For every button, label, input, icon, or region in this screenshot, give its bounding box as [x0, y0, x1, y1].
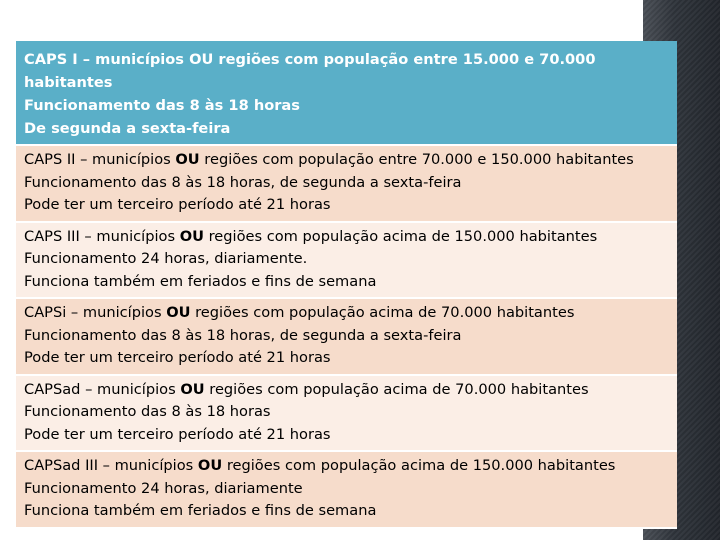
row-line: Funcionamento das 8 às 18 horas	[24, 403, 271, 420]
row-line: Pode ter um terceiro período até 21 horas	[24, 349, 331, 366]
table-row-capsad-iii	[16, 452, 677, 529]
row-line: Funcionamento 24 horas, diariamente	[24, 479, 303, 497]
table-row-caps-ii	[16, 146, 677, 223]
row-line: Funcionamento das 8 às 18 horas	[24, 97, 300, 114]
row-line: Funcionamento das 8 às 18 horas, de segunda a sexta-feira	[24, 326, 462, 344]
table-row-capsi	[16, 299, 677, 376]
table-row-caps-iii	[16, 223, 677, 300]
row-line: Funciona também em feriados e fins de semana	[24, 272, 377, 290]
row-line: Pode ter um terceiro período até 21 horas	[24, 425, 331, 443]
row-title: CAPSad III – municípios OU regiões com população acima de 150.000 habitantes	[24, 457, 616, 474]
caps-table	[16, 41, 677, 529]
row-line: De segunda a sexta-feira	[24, 120, 231, 137]
row-line: Funciona também em feriados e fins de semana	[24, 502, 377, 519]
row-title: CAPSad – municípios OU regiões com população acima de 70.000 habitantes	[24, 380, 589, 398]
row-title: CAPS I – municípios OU regiões com população entre 15.000 e 70.000 habitantes	[24, 51, 596, 91]
table-row-caps-i	[16, 41, 677, 146]
row-title: CAPS III – municípios OU regiões com população acima de 150.000 habitantes	[24, 227, 598, 245]
row-title: CAPS II – municípios OU regiões com população entre 70.000 e 150.000 habitantes	[24, 151, 634, 168]
table-row-capsad	[16, 376, 677, 453]
row-line: Funcionamento 24 horas, diariamente.	[24, 250, 308, 267]
row-title: CAPSi – municípios OU regiões com população acima de 70.000 habitantes	[24, 304, 575, 321]
row-line: Funcionamento das 8 às 18 horas, de segunda a sexta-feira	[24, 173, 462, 191]
row-line: Pode ter um terceiro período até 21 horas	[24, 196, 331, 213]
